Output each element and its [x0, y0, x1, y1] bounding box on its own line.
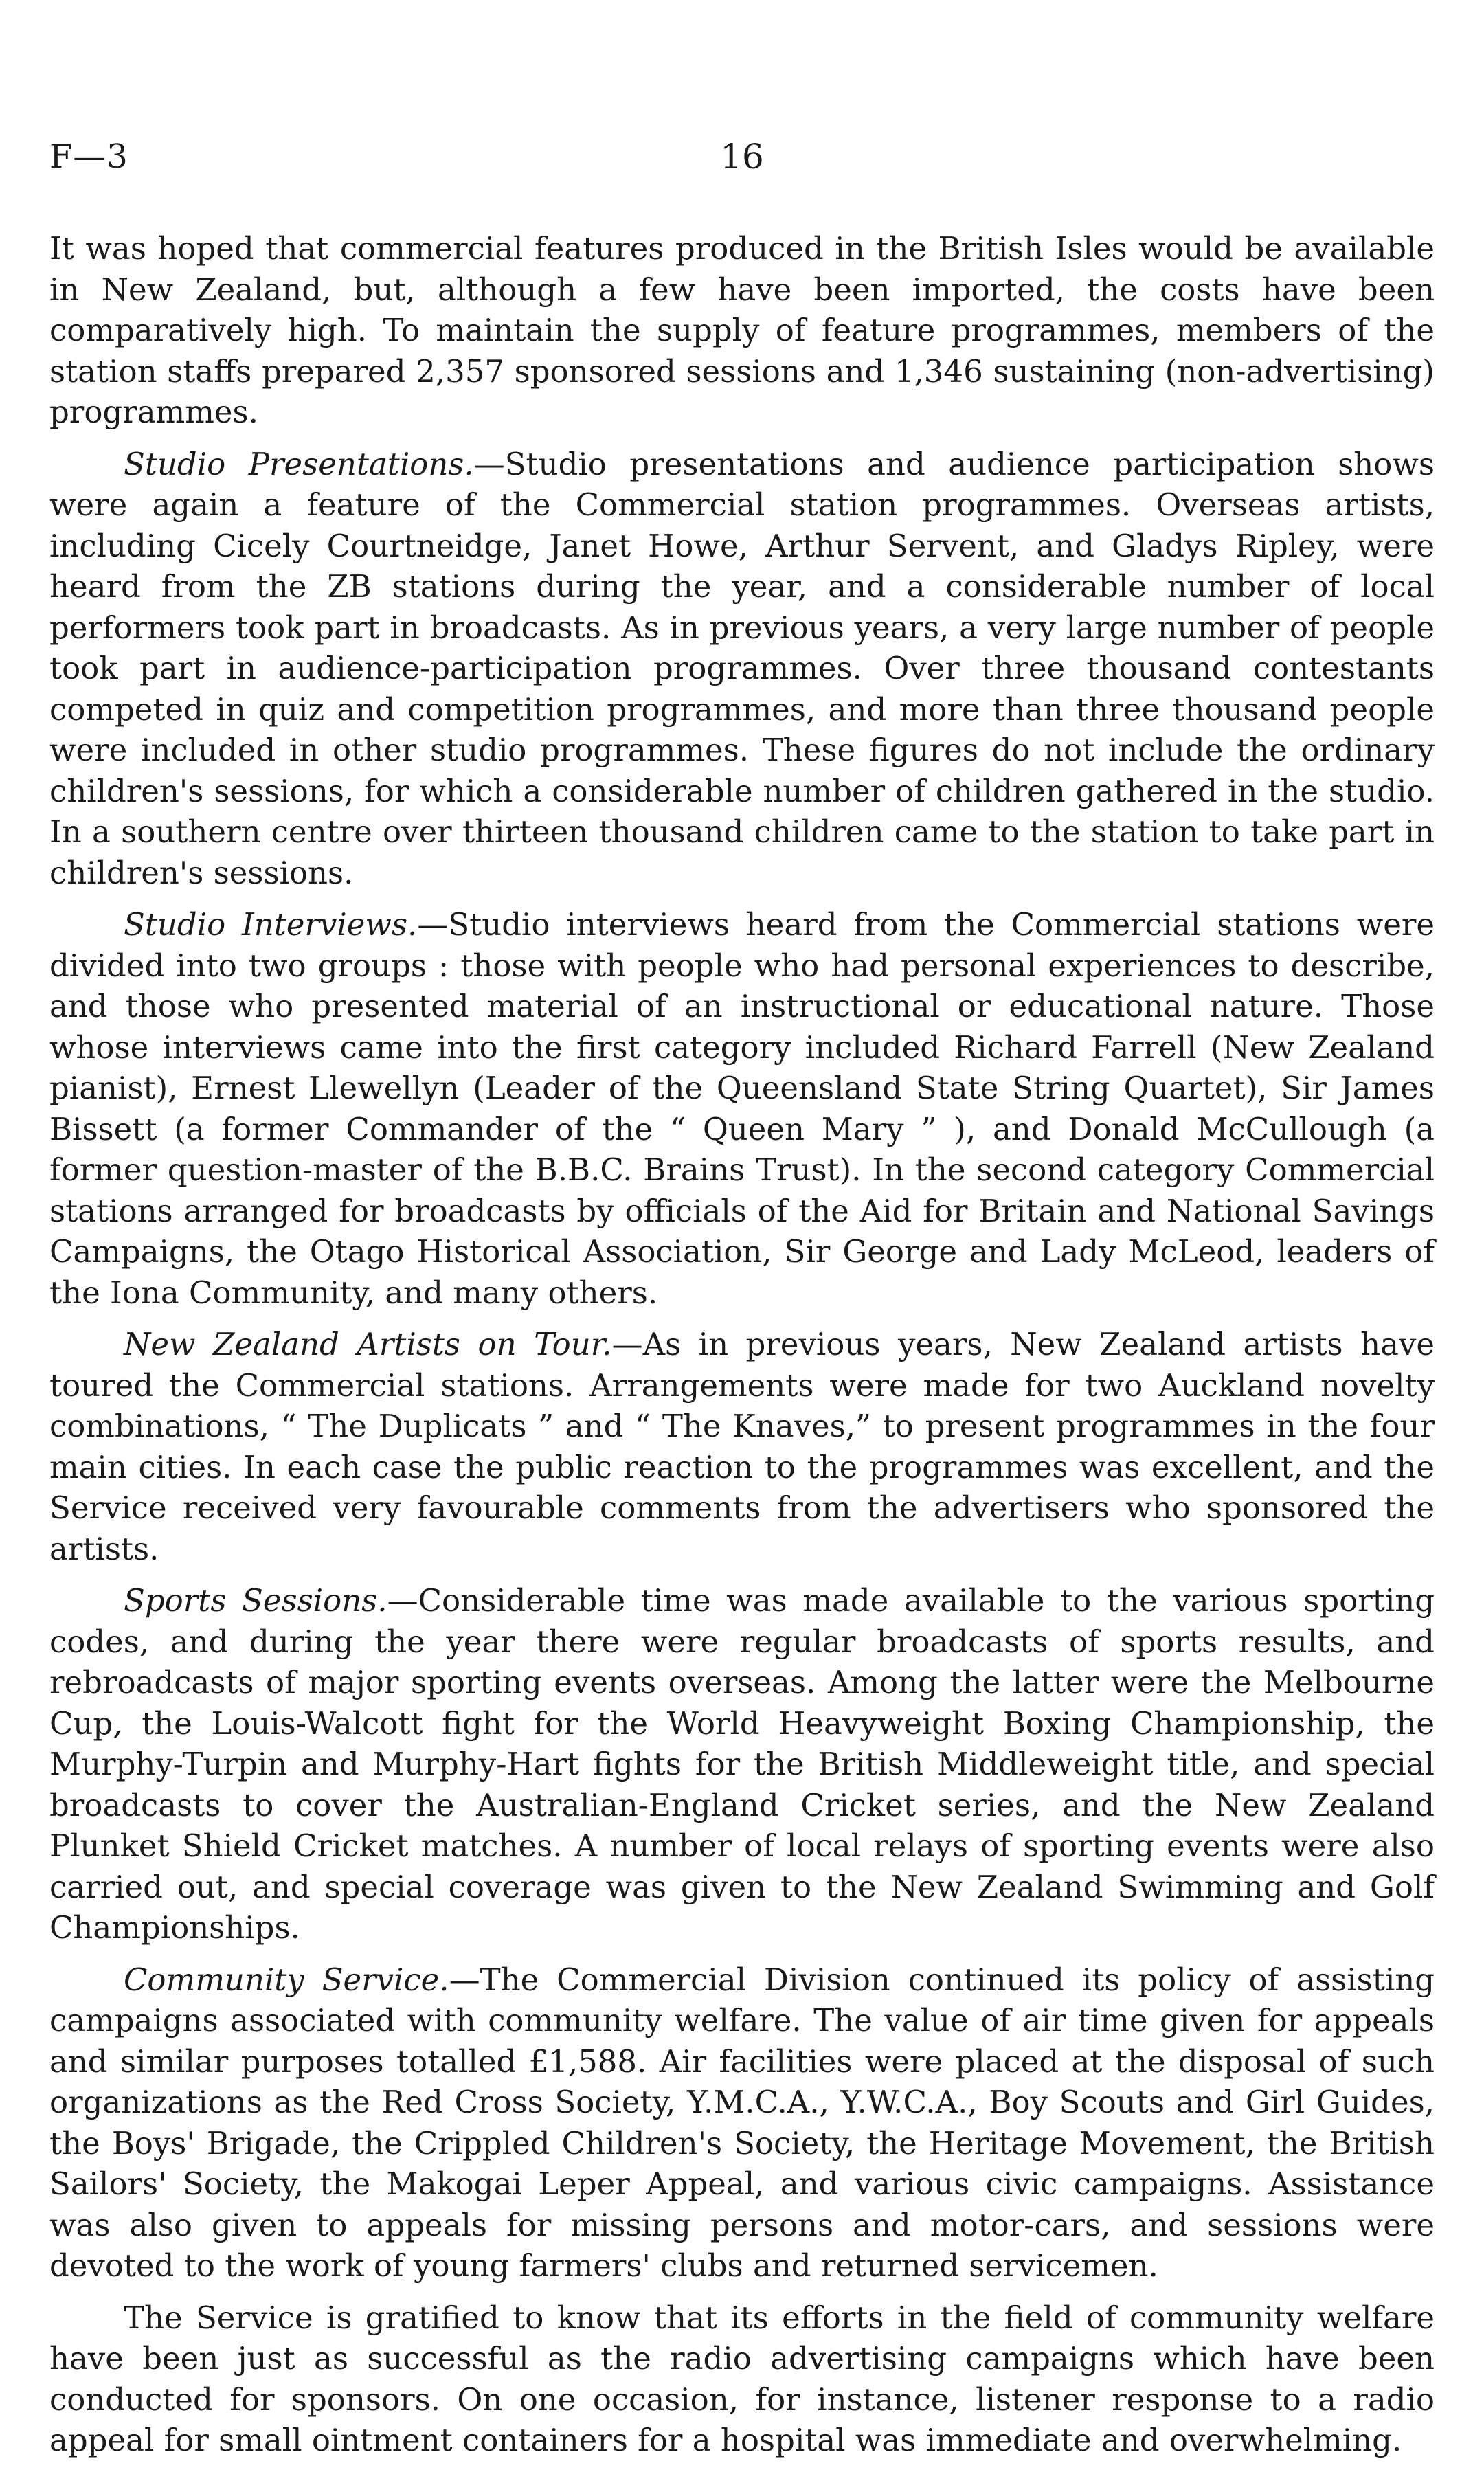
paragraph-closing	[49, 2297, 1435, 2461]
paragraph-text: The Service is gratified to know that its efforts in the field of community welfare have been just as successful as the radio advertising campaigns which have been conducted for sponsors. On one occasion, for instance, listener response to a radio appeal for small ointment containers for a hospital was immediate and overwhelming.	[49, 2299, 1435, 2458]
section-heading: New Zealand Artists on Tour.	[124, 1326, 612, 1362]
paragraph-text: —As in previous years, New Zealand artists have toured the Commercial stations. Arrangements were made for two Auckland novelty combinations, “ The Duplicats ” and “ The Knaves,” to present programmes in the four main cities. In each case the public reaction to the programmes was excellent, and the Service received very favourable comments from the advertisers who sponsored the artists.	[49, 1326, 1435, 1567]
paragraph-artists-on-tour	[49, 1324, 1435, 1569]
paragraph-text: —The Commercial Division continued its policy of assisting campaigns associated with community welfare. The value of air time given for appeals and similar purposes totalled £1,588. Air facilities were placed at the disposal of such organizations as the Red Cross Society, Y.M.C.A., Y.W.C.A., Boy Scouts and Girl Guides, the Boys' Brigade, the Crippled Children's Society, the Heritage Movement, the British Sailors' Society, the Makogai Leper Appeal, and various civic campaigns. Assistance was also given to appeals for missing persons and motor-cars, and sessions were devoted to the work of young farmers' clubs and returned servicemen.	[49, 1961, 1435, 2284]
paragraph-text: —Considerable time was made available to the various sporting codes, and during the year there were regular broadcasts of sports results, and rebroadcasts of major sporting events overseas. Among the latter were the Melbourne Cup, the Louis-Walcott fight for the World Heavyweight Boxing Championship, the Murphy-Turpin and Murphy-Hart fights for the British Middleweight title, and special broadcasts to cover the Australian-England Cricket series, and the New Zealand Plunket Shield Cricket matches. A number of local relays of sporting events were also carried out, and special coverage was given to the New Zealand Swimming and Golf Championships.	[49, 1582, 1435, 1946]
page-header	[49, 136, 1435, 184]
paragraph-intro	[49, 228, 1435, 433]
page-number: 16	[720, 137, 764, 177]
section-heading: Community Service.	[124, 1961, 449, 1998]
paragraph-text: —Studio interviews heard from the Commercial stations were divided into two groups : those with people who had personal experiences to describe, and those who presented material of an instructional or educational nature. Those whose interviews came into the first category included Richard Farrell (New Zealand pianist), Ernest Llewellyn (Leader of the Queensland State String Quartet), Sir James Bissett (a former Commander of the “ Queen Mary ” ), and Donald McCullough (a former question-master of the B.B.C. Brains Trust). In the second category Commercial stations arranged for broadcasts by officials of the Aid for Britain and National Savings Campaigns, the Otago Historical Association, Sir George and Lady McLeod, leaders of the Iona Community, and many others.	[49, 906, 1435, 1311]
section-heading: Studio Interviews.	[124, 906, 418, 943]
paragraph-community-service	[49, 1959, 1435, 2286]
paragraph-text: —Studio presentations and audience participation shows were again a feature of the Commercial station programmes. Overseas artists, including Cicely Courtneidge, Janet Howe, Arthur Servent, and Gladys Ripley, were heard from the ZB stations during the year, and a considerable number of local performers took part in broadcasts. As in previous years, a very large number of people took part in audience-participation programmes. Over three thousand contestants competed in quiz and competition programmes, and more than three thousand people were included in other studio programmes. These figures do not include the ordinary children's sessions, for which a considerable number of children gathered in the studio. In a southern centre over thirteen thousand children came to the station to take part in children's sessions.	[49, 445, 1435, 891]
paragraph-studio-interviews	[49, 904, 1435, 1313]
paragraph-studio-presentations	[49, 444, 1435, 894]
section-heading: Studio Presentations.	[124, 445, 474, 482]
document-reference: F—3	[49, 137, 128, 176]
paragraph-sports-sessions	[49, 1580, 1435, 1948]
section-heading: Sports Sessions.	[124, 1582, 387, 1619]
document-body	[49, 228, 1435, 2472]
paragraph-text: It was hoped that commercial features produced in the British Isles would be available in New Zealand, but, although a few have been imported, the costs have been comparatively high. To maintain the supply of feature programmes, members of the station staffs prepared 2,357 sponsored sessions and 1,346 sustaining (non-advertising) programmes.	[49, 230, 1435, 430]
